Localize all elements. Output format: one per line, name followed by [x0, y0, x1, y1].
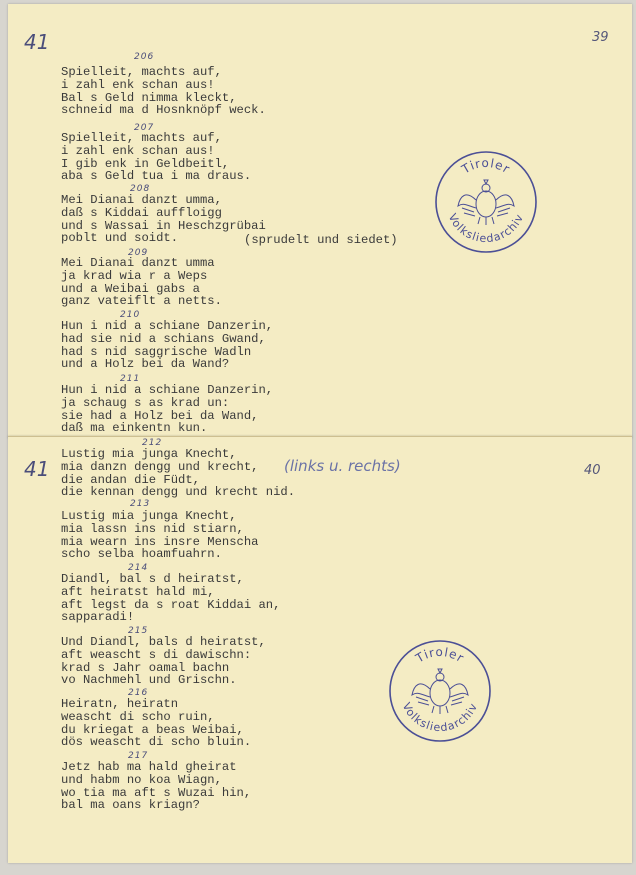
handwritten-annotation: (links u. rechts): [284, 457, 401, 475]
translation-note: (sprudelt und siedet): [244, 233, 398, 247]
verse-line: und a Weibai gabs a: [61, 281, 200, 296]
eagle-emblem-icon: [458, 180, 514, 225]
svg-text:Tiroler: [412, 645, 466, 666]
verse-line: Diandl, bal s d heiratst,: [61, 572, 244, 586]
verse-line: sie had a Holz bei da Wand,: [61, 408, 259, 423]
stanza-number: 212: [142, 438, 163, 448]
verse-line: poblt und soidt.: [61, 231, 179, 246]
verse-line: Spielleit, machts auf,: [61, 65, 222, 79]
verse-line: ganz vateiflt a netts.: [61, 294, 222, 309]
stanza-number: 206: [134, 52, 155, 62]
verse-line: und a Holz bei da Wand?: [61, 357, 230, 372]
stamp-text-top: Tiroler: [413, 644, 467, 666]
verse-line: vo Nachmehl und Grischn.: [61, 673, 237, 688]
stanza-number: 210: [120, 310, 141, 320]
verse-line: i zahl enk schan aus!: [61, 143, 215, 158]
verse-line: Hun i nid a schiane Danzerin,: [61, 383, 274, 397]
svg-text:Tiroler: [458, 156, 512, 177]
stanza-number: 211: [120, 374, 141, 384]
verse-line: i zahl enk schan aus!: [61, 77, 215, 92]
verse-line: ja krad wia r a Weps: [61, 268, 208, 283]
stanza-217: [61, 761, 251, 812]
verse-line: Und Diandl, bals d heiratst,: [61, 635, 266, 649]
stanza-number: 217: [128, 751, 149, 761]
stanza-215: [61, 636, 266, 687]
verse-line: Lustig mia junga Knecht,: [61, 509, 237, 523]
stanza-211: [61, 384, 273, 435]
verse-line: und s Wassai in Heschzgrübai: [61, 218, 266, 233]
verse-line: Hun i nid a schiane Danzerin,: [61, 319, 274, 333]
stanza-number: 209: [128, 248, 149, 258]
verse-line: had s nid saggrische Wadln: [61, 344, 252, 359]
verse-line: krad s Jahr oamal bachn: [61, 660, 230, 675]
verse-line: aft heiratst hald mi,: [61, 584, 215, 599]
verse-line: die kennan dengg und krecht nid.: [61, 485, 296, 500]
archive-sheet-top: [8, 4, 632, 438]
verse-line: scho selba hoamfuahrn.: [61, 547, 222, 562]
verse-line: wo tia ma aft s Wuzai hin,: [61, 785, 252, 800]
stamp-text-top: Tiroler: [459, 155, 513, 177]
verse-line: aba s Geld tua i ma draus.: [61, 169, 252, 184]
verse-line: und habm no koa Wiagn,: [61, 772, 222, 787]
page-number-typed: 39: [592, 30, 609, 45]
stanza-number: 213: [130, 499, 151, 509]
verse-line: aft weascht s di dawischn:: [61, 647, 252, 662]
verse-line: weascht di scho ruin,: [61, 709, 215, 724]
verse-line: Lustig mia junga Knecht,: [61, 447, 237, 461]
stanza-207: [61, 132, 251, 183]
archive-stamp: [434, 150, 538, 254]
verse-line: daß ma einkentn kun.: [61, 421, 208, 436]
stanza-216: [61, 698, 251, 749]
stanza-212: [61, 448, 295, 499]
page-number-typed: 40: [584, 463, 601, 478]
verse-line: mia danzn dengg und krecht,: [61, 459, 259, 474]
page-number-handwritten: 41: [24, 457, 50, 481]
stanza-214: [61, 573, 280, 624]
verse-line: mia lassn ins nid stiarn,: [61, 521, 244, 536]
verse-line: daß s Kiddai auffloigg: [61, 205, 222, 220]
verse-line: aft legst da s roat Kiddai an,: [61, 597, 281, 612]
stamp-text-bottom: Volksliedarchiv: [445, 211, 527, 246]
verse-line: Bal s Geld nimma kleckt,: [61, 90, 237, 105]
stanza-209: [61, 257, 222, 308]
archive-sheet-bottom: [8, 436, 632, 863]
verse-line: ja schaug s as krad un:: [61, 395, 230, 410]
stanza-208: [61, 194, 266, 245]
verse-line: Jetz hab ma hald gheirat: [61, 760, 237, 774]
verse-line: schneid ma d Hosnknöpf weck.: [61, 103, 266, 118]
verse-line: sapparadi!: [61, 610, 135, 625]
verse-line: Mei Dianai danzt umma,: [61, 193, 222, 207]
eagle-emblem-icon: [412, 669, 468, 714]
verse-line: die andan die Füdt,: [61, 472, 200, 487]
stanza-number: 207: [134, 123, 155, 133]
page-number-handwritten: 41: [24, 30, 50, 54]
stanza-number: 214: [128, 563, 149, 573]
stanza-number: 208: [130, 184, 151, 194]
verse-line: had sie nid a schians Gwand,: [61, 331, 266, 346]
verse-line: Mei Dianai danzt umma: [61, 256, 215, 270]
stanza-210: [61, 320, 273, 371]
verse-line: dös weascht di scho bluin.: [61, 735, 252, 750]
verse-line: mia wearn ins insre Menscha: [61, 534, 259, 549]
verse-line: I gib enk in Geldbeitl,: [61, 156, 230, 171]
stanza-213: [61, 510, 258, 561]
verse-line: Spielleit, machts auf,: [61, 131, 222, 145]
verse-line: du kriegat a beas Weibai,: [61, 722, 244, 737]
stamp-text-bottom: Volksliedarchiv: [399, 700, 481, 735]
stanza-206: [61, 66, 266, 117]
stanza-number: 215: [128, 626, 149, 636]
verse-line: bal ma oans kriagn?: [61, 798, 200, 813]
verse-line: Heiratn, heiratn: [61, 697, 179, 711]
archive-stamp: [388, 639, 492, 743]
stanza-number: 216: [128, 688, 149, 698]
